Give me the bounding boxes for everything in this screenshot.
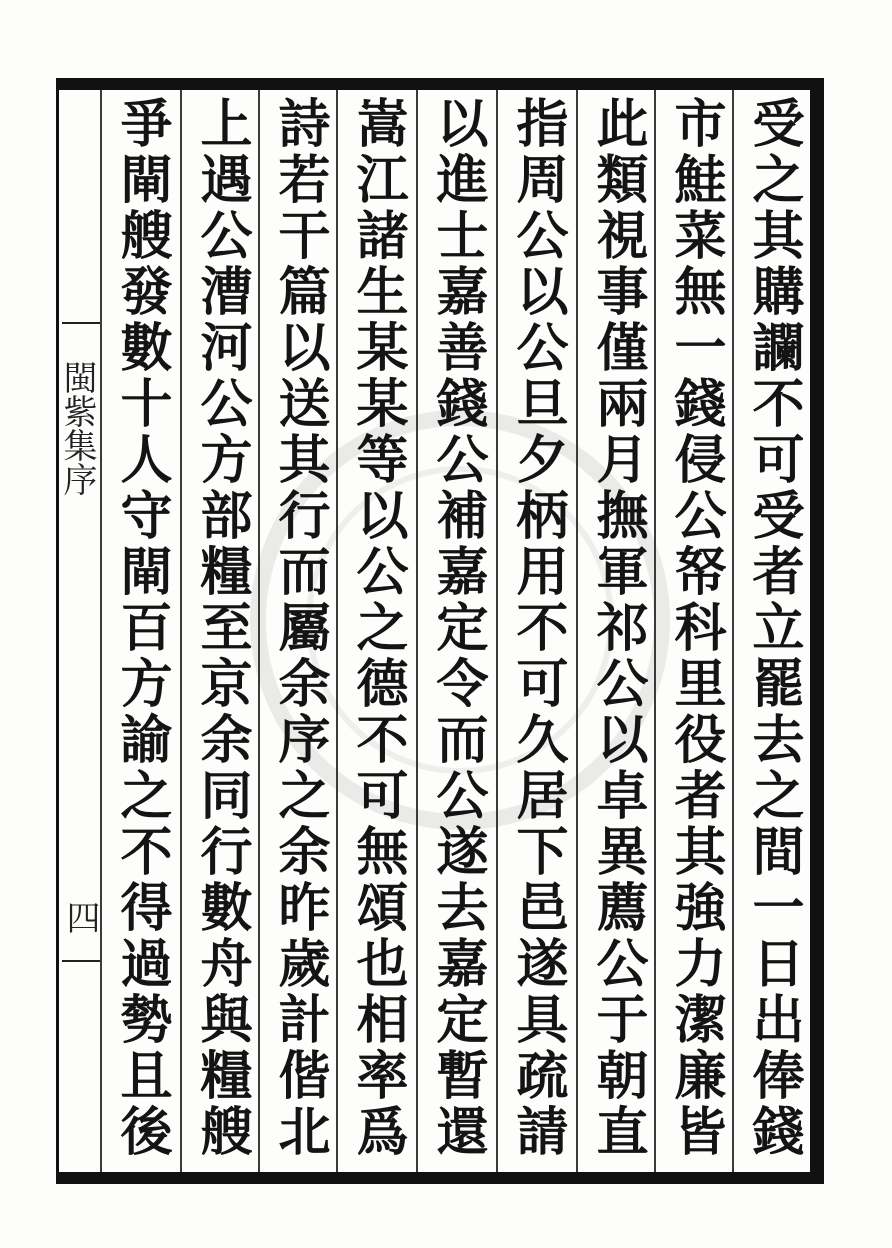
text-column-4: 指周公以公旦夕柄用不可久居下邑遂具疏請 [507,96,568,1160]
text-column-3: 此類視事僅兩月撫軍祁公以卓異薦公于朝直 [587,96,648,1160]
frame-bottom-border [56,1172,822,1184]
text-column-7: 詩若干篇以送其行而屬余序之余昨歲計偕北 [269,96,330,1160]
text-column-6: 嵩江諸生某某等以公之德不可無頌也相率爲 [347,96,408,1160]
frame-right-border [810,78,824,1184]
gutter-page-number: 四 [60,900,100,934]
gutter-book-title [57,360,100,496]
text-column-8: 上遇公漕河公方部糧至京余同行數舟與糧艘 [191,96,252,1160]
text-column-1: 受之其購讕不可受者立罷去之間一日出俸錢 [743,96,804,1160]
frame-top-border [56,78,824,90]
gutter-lower-line [62,960,100,962]
gutter-upper-line [62,322,100,324]
gutter-section-text: 序 [57,462,97,496]
text-column-2: 市鮭菜無一錢侵公帑科里役者其強力潔廉皆 [665,96,726,1160]
text-column-9: 爭閘艘發數十人守閘百方諭之不得過勢且後 [111,96,172,1160]
gutter-title-text: 閩紫集 [57,360,97,462]
text-column-5: 以進士嘉善錢公補嘉定令而公遂去嘉定暫還 [427,96,488,1160]
frame-left-border [56,78,59,1184]
